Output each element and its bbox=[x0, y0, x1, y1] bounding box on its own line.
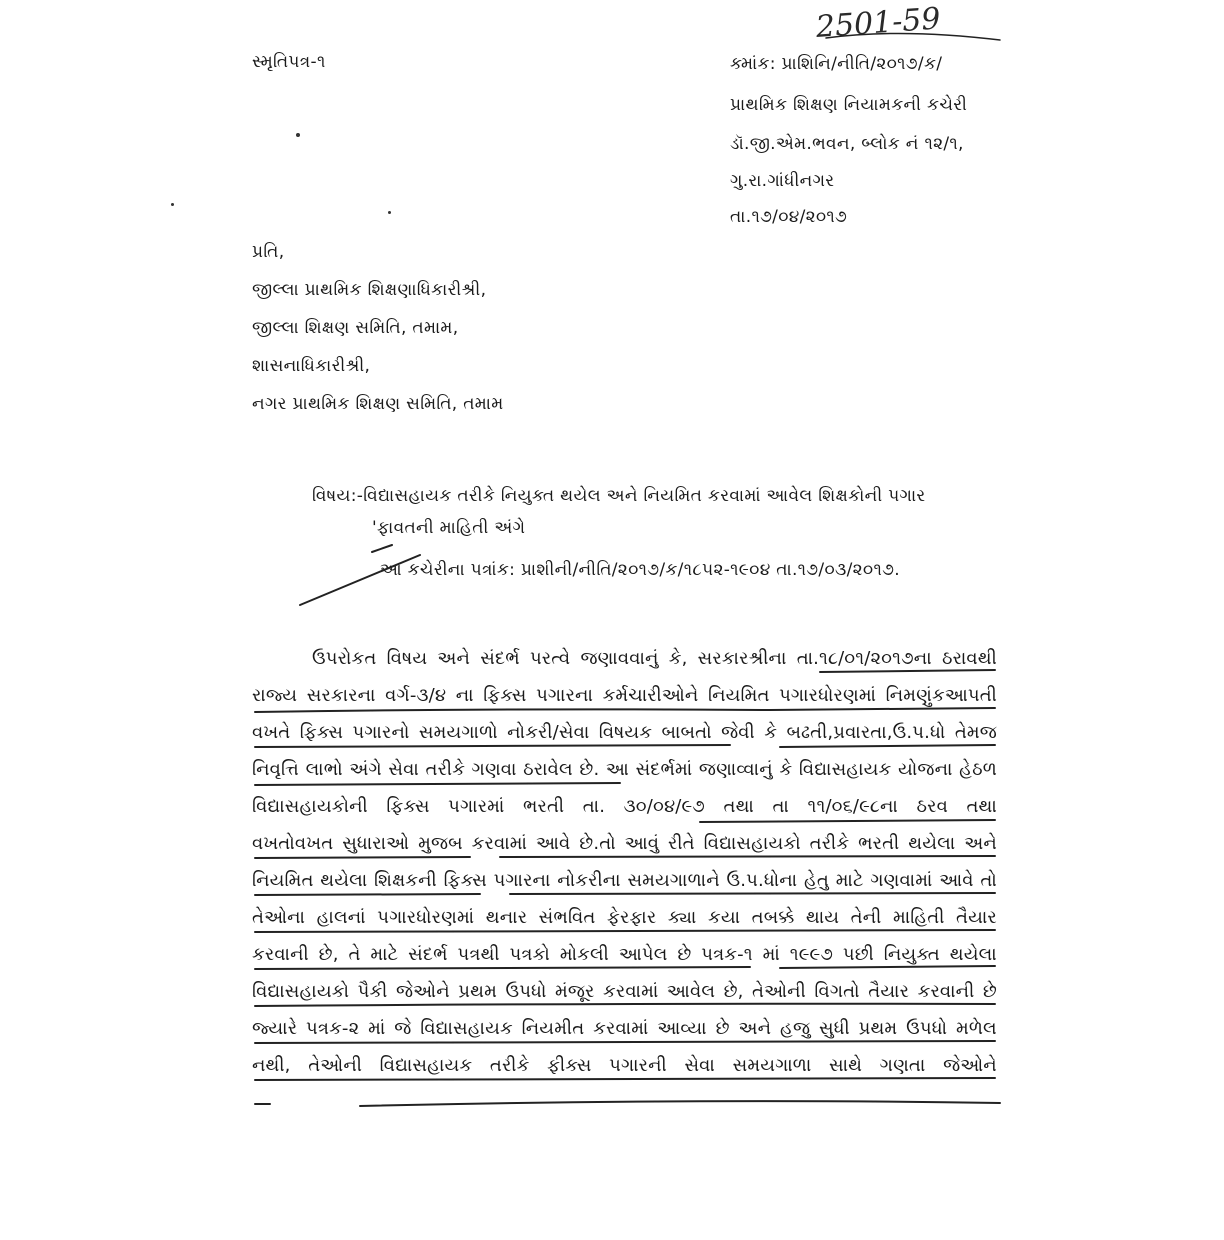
body-word: થનાર bbox=[485, 907, 528, 928]
body-word: પગારની bbox=[609, 1055, 667, 1076]
office-city: ગુ.રા.ગાંધીનગર bbox=[730, 171, 835, 191]
recipient-prefix: પ્રતિ, bbox=[252, 242, 285, 262]
body-word: છે bbox=[715, 1018, 730, 1039]
body-word: વિષય bbox=[386, 648, 428, 669]
letter-date: તા.૧૭/૦૪/૨૦૧૭ bbox=[730, 207, 848, 227]
body-word: પગારનો bbox=[352, 722, 410, 743]
body-word: નિયમિત bbox=[252, 870, 314, 891]
body-word: ફિક્સ bbox=[299, 722, 344, 743]
body-word: તથા bbox=[966, 796, 997, 817]
body-word: પગારધોરણમાં bbox=[377, 907, 475, 928]
body-word: કયા bbox=[707, 907, 741, 928]
body-word: તો bbox=[980, 870, 997, 891]
body-word: ઉપધો bbox=[505, 981, 547, 1002]
body-word: અને bbox=[437, 648, 471, 669]
body-word: ઉપધો bbox=[906, 1018, 948, 1039]
body-word: આ bbox=[605, 759, 629, 780]
memo-label: સ્મૃતિપત્ર-૧ bbox=[252, 52, 326, 72]
body-word: મંજૂર bbox=[555, 981, 595, 1002]
body-word: ફીક્સ bbox=[547, 1055, 592, 1076]
body-word: સમયગાળાને bbox=[627, 870, 720, 891]
body-word: તેમજ bbox=[954, 722, 997, 743]
body-word: મુજબ bbox=[418, 833, 463, 854]
body-word: ૩૦/૦૪/૯૭ bbox=[623, 796, 705, 817]
order-number: ક્માંક: પ્રાશિનિ/નીતિ/૨૦૧૭/ક/ bbox=[730, 54, 943, 74]
body-word: થાય bbox=[805, 907, 840, 928]
body-word: તેઓની bbox=[308, 1055, 363, 1076]
body-word: બાબતો bbox=[661, 722, 712, 743]
body-word: સંદર્ભ bbox=[408, 944, 448, 965]
body-word: વિદ્યાસહાયકો bbox=[703, 833, 801, 854]
body-word: સેવા bbox=[388, 759, 419, 780]
underline bbox=[255, 966, 995, 969]
body-word: રીતે bbox=[668, 833, 695, 854]
body-word: પૈકી bbox=[357, 981, 388, 1002]
underline bbox=[255, 745, 995, 747]
body-word: થયેલા bbox=[320, 870, 368, 891]
body-word: પગારના bbox=[536, 685, 594, 706]
body-word: નોકરીના bbox=[557, 870, 621, 891]
body-word: નિયમિત bbox=[708, 685, 770, 706]
body-word: આવે bbox=[939, 870, 974, 891]
underline bbox=[255, 783, 620, 785]
pen-stroke bbox=[372, 545, 392, 552]
body-word: ફિક્સ bbox=[443, 870, 487, 891]
underline bbox=[255, 1004, 995, 1006]
body-word: તબક્કે bbox=[751, 907, 795, 928]
body-word: વિદ્યાસહાયક bbox=[379, 1055, 473, 1076]
recipient-4: નગર પ્રાથમિક શિક્ષણ સમિતિ, તમામ bbox=[252, 394, 504, 414]
body-word: સુધી bbox=[818, 1018, 850, 1039]
body-word: નથી, bbox=[252, 1055, 291, 1076]
body-word: કરવાની bbox=[917, 981, 975, 1002]
body-word: ના bbox=[455, 685, 474, 706]
body-word: અને bbox=[964, 833, 997, 854]
body-word: હજુ bbox=[780, 1018, 811, 1039]
body-word: પ્રથમ bbox=[458, 981, 497, 1002]
body-word: જેઓને bbox=[943, 1055, 997, 1076]
body-word: નિવૃત્તિ bbox=[252, 759, 299, 780]
body-word: નિયમીત bbox=[521, 1018, 585, 1039]
body-word: તેઓની bbox=[752, 981, 806, 1002]
body-word: પગારમાં bbox=[448, 796, 505, 817]
reference-line: આ કચેરીના પત્રાંક: પ્રાશીની/નીતિ/૨૦૧૭/ક/૧૮૫૨-૧૯૦૪ તા.૧૭/૦૩/૨૦૧૭. bbox=[380, 560, 900, 580]
body-word: નિયુક્ત bbox=[883, 944, 940, 965]
body-word: જણાવવાનું bbox=[580, 648, 659, 669]
body-word: સાથે bbox=[829, 1055, 863, 1076]
body-word: તરીકે bbox=[809, 833, 850, 854]
body-word: છે bbox=[982, 981, 997, 1002]
body-word: વિદ્યાસહાયકો bbox=[252, 981, 350, 1002]
office-name: પ્રાથમિક શિક્ષણ નિયામકની કચેરી bbox=[730, 95, 968, 115]
body-word: નિમણુંકઆપતી bbox=[885, 685, 997, 706]
body-word: પગારધોરણમાં bbox=[779, 685, 877, 706]
body-word: હાલનાં bbox=[316, 907, 366, 928]
body-word: કરવામાં bbox=[593, 1018, 649, 1039]
body-word: સુધારાઓ bbox=[342, 833, 410, 854]
underline bbox=[255, 708, 995, 712]
body-word: આવેલ bbox=[666, 981, 716, 1002]
body-word: સરકારના bbox=[306, 685, 376, 706]
body-word: રાજ્ય bbox=[252, 685, 298, 706]
body-word: વિદ્યાસહાયક bbox=[420, 1018, 513, 1039]
pen-stroke bbox=[300, 555, 420, 605]
body-word: તેઓના bbox=[252, 907, 306, 928]
recipient-3: શાસનાધિકારીશ્રી, bbox=[252, 356, 371, 376]
body-word: જેવી bbox=[721, 722, 755, 743]
body-word: તરીકે bbox=[425, 759, 466, 780]
body-word: કર્મચારીઓને bbox=[602, 685, 699, 706]
body-word: તા bbox=[772, 796, 789, 817]
body-word: વિગતો bbox=[814, 981, 860, 1002]
body-word: વખતે bbox=[252, 722, 291, 743]
body-word: આવે bbox=[535, 833, 571, 854]
body-word: ફેરફાર bbox=[606, 907, 657, 928]
body-word: ઉપરોકત bbox=[312, 648, 377, 669]
body-word: પત્રક-૨ bbox=[306, 1018, 360, 1039]
body-word: સરકારશ્રીના bbox=[697, 648, 787, 669]
body-word: ફિક્સ bbox=[483, 685, 527, 706]
body-word: છે, bbox=[318, 944, 339, 965]
body-word: વિદ્યાસહાયક bbox=[798, 759, 892, 780]
handwritten-number: 2501-59 bbox=[814, 1, 942, 45]
body-word: આવ્યા bbox=[657, 1018, 707, 1039]
body-word: કરવાની bbox=[252, 944, 309, 965]
body-word: સંદર્ભ bbox=[480, 648, 520, 669]
body-word: ફિક્સ bbox=[386, 796, 430, 817]
body-word: સંદર્ભમાં bbox=[635, 759, 693, 780]
underline bbox=[255, 1101, 1000, 1106]
body-word: જે bbox=[394, 1018, 412, 1039]
body-word: કરવામાં bbox=[471, 833, 528, 854]
body-word: હેઠળ bbox=[959, 759, 997, 780]
body-word: માટે bbox=[835, 870, 864, 891]
body-word: થયેલા bbox=[949, 944, 997, 965]
body-word: ૧૯૯૭ bbox=[789, 944, 834, 965]
body-word: તા.૧૮/૦૧/૨૦૧૭ના bbox=[796, 648, 932, 669]
body-word: થયેલા bbox=[908, 833, 956, 854]
body-word: કે, bbox=[668, 648, 688, 669]
pen-stroke bbox=[826, 33, 1000, 40]
body-word: મોકલી bbox=[559, 944, 609, 965]
body-word: ઉ.પ.ધોના bbox=[726, 870, 798, 891]
underline bbox=[255, 893, 995, 895]
body-word: પગારના bbox=[493, 870, 551, 891]
underline bbox=[255, 930, 995, 932]
body-word: છે. bbox=[579, 759, 600, 780]
underline bbox=[255, 1078, 995, 1080]
recipient-1: જીલ્લા પ્રાથમિક શિક્ષણાધિકારીશ્રી, bbox=[252, 280, 487, 300]
body-word: કરવામાં bbox=[603, 981, 659, 1002]
underline bbox=[700, 820, 995, 822]
body-word: ગણતા bbox=[879, 1055, 926, 1076]
body-word: ક્યા bbox=[667, 907, 697, 928]
body-word: જ્યારે bbox=[252, 1018, 298, 1039]
body-word: ગણવામાં bbox=[870, 870, 933, 891]
body-word: બઢતી,પ્રવારતા,ઉ.પ.ધો bbox=[786, 722, 946, 743]
body-word: તેની bbox=[850, 907, 882, 928]
body-word: યોજના bbox=[898, 759, 953, 780]
body-word: છે.તો bbox=[579, 833, 616, 854]
body-word: જેઓને bbox=[395, 981, 450, 1002]
body-word: આપેલ bbox=[618, 944, 668, 965]
body-word: પત્રથી bbox=[457, 944, 500, 965]
body-word: વિષયક bbox=[598, 722, 653, 743]
body-word: હેતુ bbox=[803, 870, 829, 891]
office-address: ડૉ.જી.એમ.ભવન, બ્લોક નં ૧૨/૧, bbox=[730, 134, 964, 154]
body-word: છે, bbox=[723, 981, 744, 1002]
body-word: તથા bbox=[723, 796, 754, 817]
body-word: સમયગાળો bbox=[418, 722, 498, 743]
underline bbox=[255, 1041, 995, 1043]
body-word: ભરતી bbox=[858, 833, 900, 854]
body-word: તૈયાર bbox=[868, 981, 910, 1002]
recipient-2: જીલ્લા શિક્ષણ સમિતિ, તમામ, bbox=[252, 318, 459, 338]
body-word: નોકરી/સેવા bbox=[507, 722, 590, 743]
body-word: ઠરાવથી bbox=[941, 648, 997, 669]
body-word: વર્ગ-૩/૪ bbox=[385, 685, 447, 706]
body-word: માહિતી bbox=[892, 907, 945, 928]
body-word: પ્રથમ bbox=[858, 1018, 898, 1039]
body-word: વિદ્યાસહાયકોની bbox=[252, 796, 368, 817]
body-word: તે bbox=[348, 944, 361, 965]
body-word: પરત્વે bbox=[529, 648, 571, 669]
body-word: માટે bbox=[370, 944, 399, 965]
body-word: અંગે bbox=[349, 759, 382, 780]
body-word: સમયગાળા bbox=[732, 1055, 812, 1076]
body-word: ઠરવ bbox=[916, 796, 948, 817]
body-word: ઠરાવેલ bbox=[523, 759, 573, 780]
body-word: ગણવા bbox=[471, 759, 517, 780]
body-word: કે bbox=[779, 759, 793, 780]
body-word: ૧૧/૦૬/૯૮ના bbox=[807, 796, 898, 817]
body-word: માં bbox=[762, 944, 780, 965]
body-word: સંભવિત bbox=[538, 907, 596, 928]
body-word: તા. bbox=[582, 796, 606, 817]
body-word: અને bbox=[738, 1018, 772, 1039]
underline bbox=[820, 670, 995, 672]
body-word: તરીકે bbox=[489, 1055, 530, 1076]
body-word: વખતોવખત bbox=[252, 833, 334, 854]
body-word: પત્રકો bbox=[509, 944, 550, 965]
body-word: તૈયાર bbox=[956, 907, 997, 928]
body-word: કે bbox=[764, 722, 778, 743]
body-word: સેવા bbox=[684, 1055, 715, 1076]
subject-line-2: 'ફાવતની માહિતી અંગે bbox=[372, 518, 526, 538]
body-word: લાભો bbox=[305, 759, 343, 780]
subject-line-1: વિષય:-વિદ્યાસહાયક તરીકે નિયુક્ત થયેલ અને નિયમિત કરવામાં આવેલ શિક્ષકોની પગાર bbox=[312, 486, 926, 506]
body-word: શિક્ષકની bbox=[373, 870, 437, 891]
underline bbox=[255, 856, 995, 858]
body-word: માં bbox=[368, 1018, 386, 1039]
body-word: પછી bbox=[842, 944, 874, 965]
body-word: મળેલ bbox=[955, 1018, 997, 1039]
body-word: જણાવ્વાનું bbox=[698, 759, 773, 780]
body-word: આવું bbox=[624, 833, 660, 854]
body-word: ભરતી bbox=[522, 796, 565, 817]
body-word: છે bbox=[677, 944, 692, 965]
body-word: પત્રક-૧ bbox=[701, 944, 753, 965]
